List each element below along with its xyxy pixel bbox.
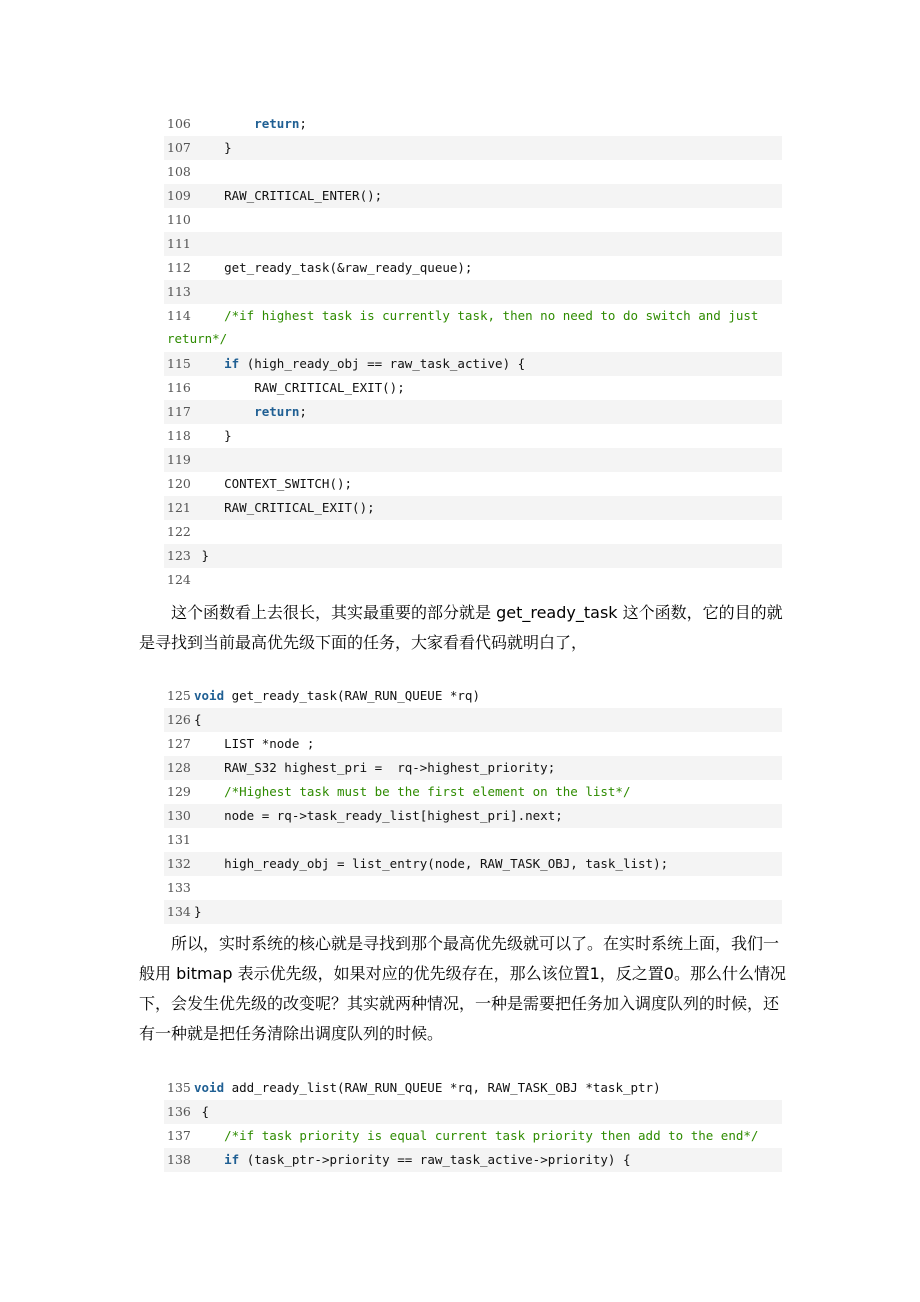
code-line [164,1148,782,1172]
line-number: 136 [167,1104,191,1119]
code-line [164,780,782,804]
code-line [164,136,782,160]
line-number: 120 [167,476,191,491]
code-text [194,688,480,703]
line-number: 134 [167,904,191,919]
line-number: 107 [167,140,191,155]
line-number: 133 [167,880,191,895]
code-rest: ; [299,404,307,419]
code-line [164,568,782,592]
code-comment: /*if task priority is equal current task priority then add to the end*/ [194,1128,759,1143]
code-content: LIST *node ; [194,736,315,751]
code-text [194,1152,631,1167]
code-text [194,856,668,871]
code-text [194,188,382,203]
line-number: 132 [167,856,191,871]
code-line [164,232,782,256]
code-line [164,1076,782,1100]
line-number: 110 [167,212,191,227]
code-indent [194,356,224,371]
code-line [164,160,782,184]
line-number: 137 [167,1128,191,1143]
line-number: 119 [167,452,191,467]
line-number: 135 [167,1080,191,1095]
code-line [164,756,782,780]
line-number: 112 [167,260,191,275]
code-line [164,112,782,136]
code-line [164,1124,782,1148]
code-line [164,352,782,376]
code-comment: /*if highest task is currently task, then no need to do switch and just [194,308,759,323]
code-rest: get_ready_task(RAW_RUN_QUEUE *rq) [224,688,480,703]
line-number: 121 [167,500,191,515]
line-number: 138 [167,1152,191,1167]
code-keyword: if [224,1152,240,1167]
code-text [194,308,758,323]
code-indent [194,116,254,131]
line-number: 116 [167,380,191,395]
line-number: 131 [167,832,191,847]
code-line [164,732,782,756]
code-text [194,476,352,491]
code-content: RAW_CRITICAL_EXIT(); [194,380,405,395]
code-line [164,900,782,924]
code-line [164,520,782,544]
code-content: RAW_S32 highest_pri = rq->highest_priority; [194,760,556,775]
code-line [164,804,782,828]
code-indent [194,1152,224,1167]
code-text [194,548,209,563]
line-number: 130 [167,808,191,823]
line-number: 125 [167,688,191,703]
code-text [194,500,375,515]
paragraph-2 [139,929,789,1049]
line-number: 115 [167,356,191,371]
code-line [164,304,782,328]
code-text [194,904,202,919]
code-keyword: return [254,116,300,131]
code-keyword: return [254,404,300,419]
code-rest: ; [299,116,307,131]
code-content: CONTEXT_SWITCH(); [194,476,353,491]
line-number: 122 [167,524,191,539]
code-line [164,496,782,520]
code-rest: add_ready_list(RAW_RUN_QUEUE *rq, RAW_TASK_OBJ *task_ptr) [224,1080,661,1095]
code-line [164,448,782,472]
code-comment-continuation: return*/ [167,331,228,346]
line-number: 117 [167,404,191,419]
line-number: 108 [167,164,191,179]
code-content: } [194,904,202,919]
line-number: 113 [167,284,191,299]
code-text [194,712,202,727]
code-line [164,280,782,304]
code-text [194,356,525,371]
code-line [164,424,782,448]
code-text [194,140,232,155]
code-text [194,380,405,395]
line-number: 123 [167,548,191,563]
code-line [164,208,782,232]
line-number: 127 [167,736,191,751]
line-number: 114 [167,308,191,323]
line-number: 106 [167,116,191,131]
code-text [194,1128,758,1143]
code-line [164,1100,782,1124]
line-number: 109 [167,188,191,203]
code-block-1 [164,112,782,592]
line-number: 124 [167,572,191,587]
code-keyword: void [194,688,225,703]
code-line [164,876,782,900]
line-number: 129 [167,784,191,799]
code-text [194,760,555,775]
code-content: RAW_CRITICAL_EXIT(); [194,500,375,515]
code-keyword: void [194,1080,225,1095]
code-content: RAW_CRITICAL_ENTER(); [194,188,383,203]
code-line [164,708,782,732]
code-text [194,784,631,799]
code-line [164,828,782,852]
line-number: 126 [167,712,191,727]
line-number: 118 [167,428,191,443]
code-line [164,544,782,568]
code-text [194,736,314,751]
code-block-2 [164,684,782,924]
code-text [194,404,307,419]
code-text [194,1080,661,1095]
code-content: } [194,548,210,563]
code-content: } [194,428,232,443]
code-text [194,260,472,275]
code-block-3 [164,1076,782,1172]
code-content: } [194,140,232,155]
code-comment: /*Highest task must be the first element on the list*/ [194,784,631,799]
code-line [164,400,782,424]
code-content: { [194,1104,210,1119]
code-text [194,808,563,823]
code-text [194,428,232,443]
paragraph-2-text: 所以，实时系统的核心就是寻找到那个最高优先级就可以了。在实时系统上面，我们一般用 bitmap 表示优先级，如果对应的优先级存在，那么该位置1，反之置0。那么什么情况下，会发生优先级的改变呢？其实就两种情况，一种是需要把任务加入调度队列的时候，还有一种就是把任务清除出调度队列的时候。 [139,934,786,1043]
code-line [164,376,782,400]
code-line [164,256,782,280]
code-line [164,852,782,876]
code-text [194,116,307,131]
code-rest: (high_ready_obj == raw_task_active) { [239,356,526,371]
line-number: 111 [167,236,191,251]
code-text [194,1104,209,1119]
code-content: node = rq->task_ready_list[highest_pri].next; [194,808,563,823]
paragraph-1-text: 这个函数看上去很长，其实最重要的部分就是 get_ready_task 这个函数，它的目的就是寻找到当前最高优先级下面的任务，大家看看代码就明白了， [139,603,783,652]
code-line [164,684,782,708]
code-line [164,472,782,496]
code-rest: (task_ptr->priority == raw_task_active->priority) { [239,1152,631,1167]
code-content: high_ready_obj = list_entry(node, RAW_TASK_OBJ, task_list); [194,856,669,871]
paragraph-1 [139,598,789,658]
code-content: get_ready_task(&raw_ready_queue); [194,260,473,275]
code-line [164,184,782,208]
code-keyword: if [224,356,240,371]
line-number: 128 [167,760,191,775]
code-indent [194,404,254,419]
code-content: { [194,712,202,727]
